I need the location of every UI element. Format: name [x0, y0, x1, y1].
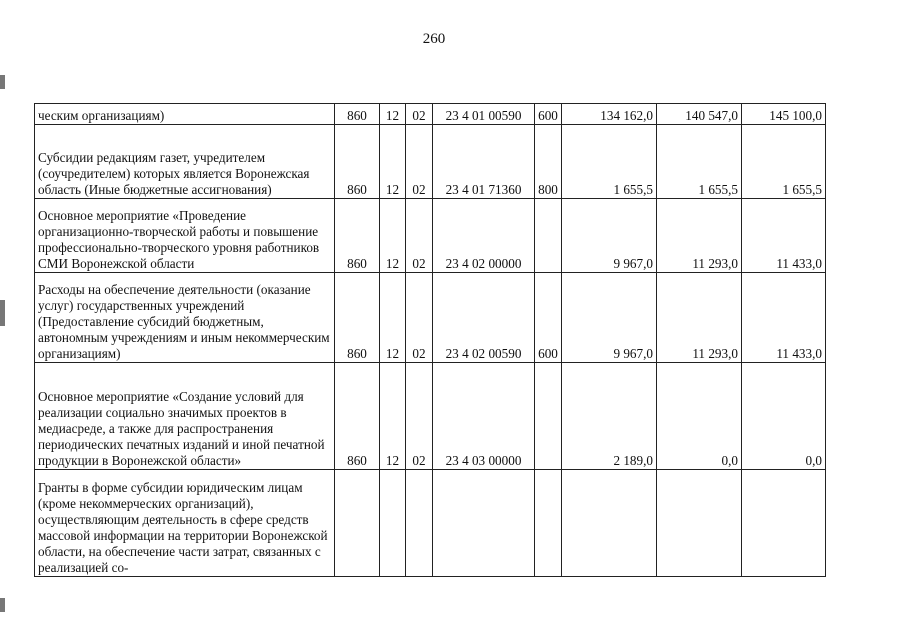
expense-name-cell: Основное мероприятие «Создание условий для реализации социально значимых проектов в медиасреде, а также для распространения периодических печатных изданий и иной печатной продукции в Воронежской области»: [35, 363, 335, 470]
subsection-code-cell: 02: [406, 199, 433, 273]
budget-table: [34, 103, 826, 577]
amount-year1-cell: 9 967,0: [562, 199, 657, 273]
amount-year2-cell: 11 293,0: [657, 199, 742, 273]
amount-year2-cell: [657, 470, 742, 577]
scan-edge-mark: [0, 75, 5, 89]
target-article-cell: 23 4 02 00000: [433, 199, 535, 273]
section-code-cell: 12: [380, 199, 406, 273]
target-article-cell: 23 4 01 00590: [433, 104, 535, 125]
target-article-cell: 23 4 03 00000: [433, 363, 535, 470]
page-number: 260: [422, 31, 446, 47]
expense-name-cell: Расходы на обеспечение деятельности (оказание услуг) государственных учреждений (Предоставление субсидий бюджетным, автономным учреждениям и иным некоммерческим организациям): [35, 273, 335, 363]
amount-year1-cell: 1 655,5: [562, 125, 657, 199]
ministry-code-cell: 860: [335, 125, 380, 199]
amount-year1-cell: [562, 470, 657, 577]
scan-edge-mark: [0, 598, 5, 612]
section-code-cell: 12: [380, 273, 406, 363]
amount-year2-cell: 1 655,5: [657, 125, 742, 199]
ministry-code-cell: [335, 470, 380, 577]
subsection-code-cell: [406, 470, 433, 577]
table-row: [35, 273, 826, 363]
amount-year2-cell: 140 547,0: [657, 104, 742, 125]
subsection-code-cell: 02: [406, 125, 433, 199]
amount-year2-cell: 11 293,0: [657, 273, 742, 363]
section-code-cell: 12: [380, 125, 406, 199]
amount-year3-cell: 1 655,5: [742, 125, 826, 199]
expense-type-cell: [535, 199, 562, 273]
expense-type-cell: [535, 470, 562, 577]
ministry-code-cell: 860: [335, 273, 380, 363]
expense-type-cell: [535, 363, 562, 470]
table-row: [35, 199, 826, 273]
table-row: [35, 125, 826, 199]
subsection-code-cell: 02: [406, 273, 433, 363]
amount-year1-cell: 9 967,0: [562, 273, 657, 363]
expense-name-cell: ческим организациям): [35, 104, 335, 125]
table-row: [35, 470, 826, 577]
expense-name-cell: Гранты в форме субсидии юридическим лицам (кроме некоммерческих организаций), осуществляющим деятельность в сфере средств массовой информации на территории Воронежской области, на обеспечение части затрат, связанных с реализацией со-: [35, 470, 335, 577]
subsection-code-cell: 02: [406, 104, 433, 125]
ministry-code-cell: 860: [335, 199, 380, 273]
amount-year3-cell: 0,0: [742, 363, 826, 470]
expense-type-cell: 600: [535, 273, 562, 363]
amount-year3-cell: 145 100,0: [742, 104, 826, 125]
amount-year3-cell: 11 433,0: [742, 273, 826, 363]
section-code-cell: 12: [380, 104, 406, 125]
ministry-code-cell: 860: [335, 104, 380, 125]
target-article-cell: 23 4 01 71360: [433, 125, 535, 199]
expense-name-cell: Субсидии редакциям газет, учредителем (соучредителем) которых является Воронежская область (Иные бюджетные ассигнования): [35, 125, 335, 199]
expense-name-cell: Основное мероприятие «Проведение организационно-творческой работы и повышение профессионально-творческого уровня работников СМИ Воронежской области: [35, 199, 335, 273]
amount-year3-cell: [742, 470, 826, 577]
scan-edge-mark: [0, 300, 5, 326]
target-article-cell: 23 4 02 00590: [433, 273, 535, 363]
target-article-cell: [433, 470, 535, 577]
subsection-code-cell: 02: [406, 363, 433, 470]
section-code-cell: [380, 470, 406, 577]
amount-year1-cell: 134 162,0: [562, 104, 657, 125]
amount-year1-cell: 2 189,0: [562, 363, 657, 470]
expense-type-cell: 800: [535, 125, 562, 199]
table-row: [35, 363, 826, 470]
section-code-cell: 12: [380, 363, 406, 470]
table-row: [35, 104, 826, 125]
amount-year2-cell: 0,0: [657, 363, 742, 470]
expense-type-cell: 600: [535, 104, 562, 125]
ministry-code-cell: 860: [335, 363, 380, 470]
amount-year3-cell: 11 433,0: [742, 199, 826, 273]
